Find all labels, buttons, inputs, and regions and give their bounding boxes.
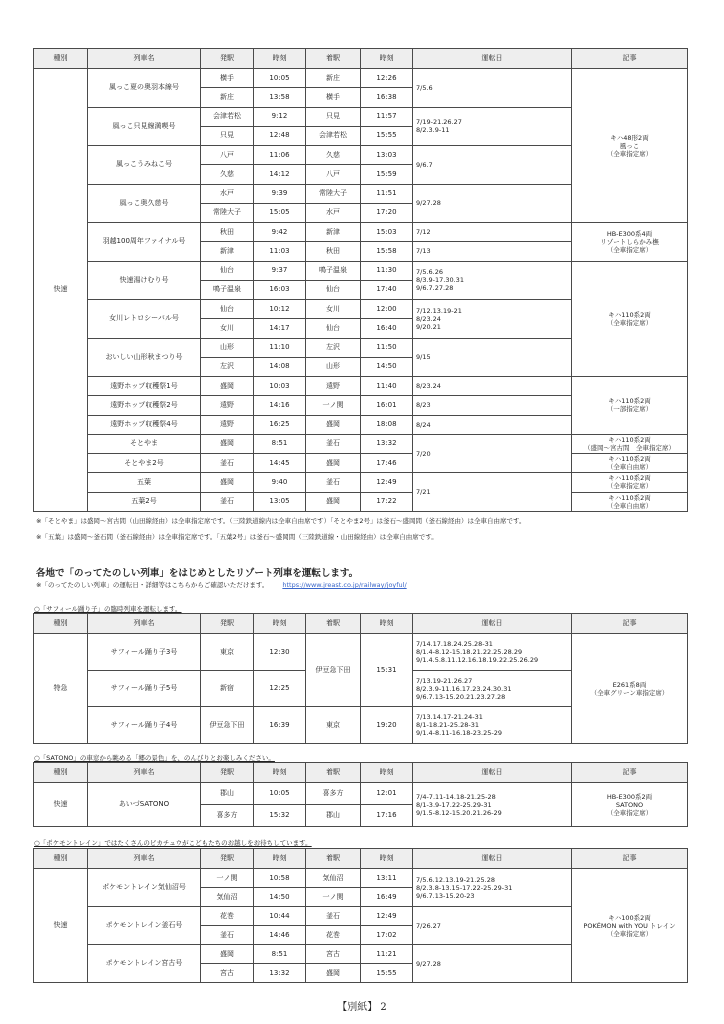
departure-station: 只見: [201, 126, 254, 145]
departure-time: 10:05: [254, 69, 306, 88]
arrival-station: 新庄: [306, 69, 361, 88]
operation-days: 9/15: [413, 338, 572, 377]
header-type: 種別: [34, 763, 88, 783]
train-name: 風っこうみねこ号: [88, 146, 201, 185]
departure-time: 10:44: [254, 907, 306, 926]
arrival-time: 17:02: [361, 926, 413, 945]
saphir-caption: ○「サフィール踊り子」の臨時列車を運転します。: [34, 605, 182, 613]
arrival-station: 盛岡: [306, 415, 361, 434]
departure-time: 14:16: [254, 396, 306, 415]
arrival-station: 仙台: [306, 319, 361, 338]
departure-time: 11:03: [254, 242, 306, 261]
arrival-time: 12:26: [361, 69, 413, 88]
train-name: 風っこ奥久慈号: [88, 184, 201, 223]
departure-station: 水戸: [201, 184, 254, 203]
arrival-time: 19:20: [361, 707, 413, 744]
arrival-time: 12:01: [361, 783, 413, 805]
arrival-time: 11:51: [361, 184, 413, 203]
arrival-time: 15:55: [361, 964, 413, 983]
header-operation-days: 運転日: [413, 849, 572, 869]
arrival-station: 女川: [306, 300, 361, 319]
departure-time: 16:03: [254, 280, 306, 299]
train-name: 快速湯けむり号: [88, 261, 201, 300]
header-arrival-time: 時刻: [361, 614, 413, 634]
train-type: 快速: [34, 69, 88, 512]
departure-time: 8:51: [254, 434, 306, 453]
header-departure-station: 発駅: [201, 49, 254, 69]
arrival-time: 11:21: [361, 945, 413, 964]
arrival-time: 17:20: [361, 203, 413, 222]
header-arrival-station: 着駅: [306, 49, 361, 69]
header-departure-time: 時刻: [254, 849, 306, 869]
arrival-station: 郡山: [306, 805, 361, 827]
table-header-row: [34, 849, 688, 869]
arrival-station: 只見: [306, 107, 361, 126]
departure-station: 盛岡: [201, 377, 254, 396]
arrival-time: 17:46: [361, 454, 413, 473]
departure-time: 9:37: [254, 261, 306, 280]
footnote: ※「そとやま」は盛岡～宮古間（山田線経由）は全車指定席です。（三陸鉄道線内は全車自由席です）「そとやま2号」は釜石～盛岡間（釜石線経由）は全車自由席です。: [36, 517, 526, 525]
train-name: 五葉: [88, 473, 201, 492]
table-row: [34, 454, 688, 473]
table-header-row: [34, 49, 688, 69]
departure-time: 15:05: [254, 203, 306, 222]
departure-station: 一ノ関: [201, 869, 254, 888]
resort-train-table-1: [33, 48, 688, 512]
arrival-time: 15:55: [361, 126, 413, 145]
departure-time: 12:30: [254, 634, 306, 671]
subtext-label: ※「のってたのしい列車」の運転日・詳細等はこちらからご確認いただけます。: [36, 581, 269, 589]
departure-station: 伊豆急下田: [201, 707, 254, 744]
operation-days: 7/5.6.26 8/3.9-17.30.31 9/6.7.27.28: [413, 261, 572, 300]
train-name: 遠野ホップ収穫祭4号: [88, 415, 201, 434]
header-arrival-time: 時刻: [361, 849, 413, 869]
header-departure-station: 発駅: [201, 614, 254, 634]
pokemon-caption: ○「ポケモントレイン」ではたくさんのピカチュウがこどもたちのお越しをお待ちしています。: [34, 839, 312, 847]
header-arrival-station: 着駅: [306, 849, 361, 869]
departure-station: 常陸大子: [201, 203, 254, 222]
saphir-odoriko-table: [33, 613, 688, 744]
departure-station: 秋田: [201, 223, 254, 242]
arrival-time: 16:38: [361, 88, 413, 107]
header-type: 種別: [34, 49, 88, 69]
departure-time: 10:03: [254, 377, 306, 396]
train-type: 快速: [34, 783, 88, 827]
operation-days: 7/19-21.26.27 8/2.3.9-11: [413, 107, 572, 146]
train-name: サフィール踊り子5号: [88, 671, 201, 707]
train-name: 遠野ホップ収穫祭2号: [88, 396, 201, 415]
train-notes: HB-E300系2両 SATONO （全車指定席）: [572, 783, 688, 827]
arrival-time: 18:08: [361, 415, 413, 434]
arrival-time: 15:59: [361, 165, 413, 184]
train-name: ポケモントレイン釜石号: [88, 907, 201, 945]
header-departure-time: 時刻: [254, 49, 306, 69]
train-notes: キハ110系2両 （全車指定席）: [572, 261, 688, 377]
section-subtext: [36, 580, 407, 589]
arrival-station: 盛岡: [306, 964, 361, 983]
departure-station: 釜石: [201, 492, 254, 511]
operation-days: 7/12: [413, 223, 572, 242]
arrival-station: 盛岡: [306, 454, 361, 473]
satono-caption: ○「SATONO」の車窓から眺める「郷の景色」を、のんびりとお楽しみください。: [34, 754, 275, 762]
train-name: サフィール踊り子3号: [88, 634, 201, 671]
departure-station: 新庄: [201, 88, 254, 107]
arrival-station: 釜石: [306, 907, 361, 926]
table-row: [34, 223, 688, 242]
header-notes: 記事: [572, 763, 688, 783]
arrival-station: 釜石: [306, 473, 361, 492]
table-row: [34, 377, 688, 396]
table-row: [34, 869, 688, 888]
arrival-station: 宮古: [306, 945, 361, 964]
table-header-row: [34, 763, 688, 783]
departure-time: 13:05: [254, 492, 306, 511]
header-departure-time: 時刻: [254, 763, 306, 783]
train-name: そとやま: [88, 434, 201, 453]
departure-station: 女川: [201, 319, 254, 338]
departure-station: 遠野: [201, 415, 254, 434]
pokemon-train-table: [33, 848, 688, 983]
departure-station: 郡山: [201, 783, 254, 805]
train-name: おいしい山形秋まつり号: [88, 338, 201, 377]
header-arrival-station: 着駅: [306, 614, 361, 634]
arrival-station: 盛岡: [306, 492, 361, 511]
train-type: 快速: [34, 869, 88, 983]
arrival-time: 12:49: [361, 473, 413, 492]
operation-days: 7/13: [413, 242, 572, 261]
header-operation-days: 運転日: [413, 614, 572, 634]
departure-station: 仙台: [201, 261, 254, 280]
operation-days: 9/27.28: [413, 945, 572, 983]
departure-time: 9:40: [254, 473, 306, 492]
table-row: [34, 783, 688, 805]
operation-days: 8/23.24: [413, 377, 572, 396]
operation-days: 7/5.6: [413, 69, 572, 108]
table-row: [34, 69, 688, 88]
departure-time: 10:05: [254, 783, 306, 805]
operation-days: 7/13.19-21.26.27 8/2.3.9-11.16.17.23.24.30.31 9/6.7.13-15.20.21.23.27.28: [413, 671, 572, 707]
arrival-time: 13:03: [361, 146, 413, 165]
train-name: 五葉2号: [88, 492, 201, 511]
header-arrival-time: 時刻: [361, 763, 413, 783]
arrival-time: 16:49: [361, 888, 413, 907]
header-notes: 記事: [572, 614, 688, 634]
departure-station: 花巻: [201, 907, 254, 926]
arrival-time: 11:57: [361, 107, 413, 126]
departure-station: 山形: [201, 338, 254, 357]
operation-days: 7/26.27: [413, 907, 572, 945]
departure-time: 12:25: [254, 671, 306, 707]
arrival-station: 八戸: [306, 165, 361, 184]
departure-station: 釜石: [201, 926, 254, 945]
departure-time: 9:42: [254, 223, 306, 242]
table-row: [34, 261, 688, 280]
departure-time: 10:12: [254, 300, 306, 319]
joyful-train-link[interactable]: https://www.jreast.co.jp/railway/joyful/: [282, 581, 407, 589]
train-notes: キハ48形2両 風っこ （全車指定席）: [572, 69, 688, 223]
arrival-time: 15:31: [361, 634, 413, 707]
arrival-station: 横手: [306, 88, 361, 107]
departure-time: 15:32: [254, 805, 306, 827]
departure-time: 14:45: [254, 454, 306, 473]
header-operation-days: 運転日: [413, 49, 572, 69]
operation-days: 8/23: [413, 396, 572, 415]
table-row: [34, 634, 688, 671]
arrival-time: 15:58: [361, 242, 413, 261]
arrival-station: 常陸大子: [306, 184, 361, 203]
departure-time: 9:39: [254, 184, 306, 203]
arrival-time: 13:11: [361, 869, 413, 888]
arrival-time: 11:50: [361, 338, 413, 357]
train-name: 風っこ只見線満喫号: [88, 107, 201, 146]
arrival-station: 鳴子温泉: [306, 261, 361, 280]
arrival-station: 遠野: [306, 377, 361, 396]
train-name: あいづSATONO: [88, 783, 201, 827]
table-row: [34, 492, 688, 511]
departure-time: 16:39: [254, 707, 306, 744]
section-heading: 各地で「のってたのしい列車」をはじめとしたリゾート列車を運転します。: [36, 568, 359, 579]
departure-time: 9:12: [254, 107, 306, 126]
departure-station: 左沢: [201, 357, 254, 376]
departure-time: 13:58: [254, 88, 306, 107]
departure-time: 10:58: [254, 869, 306, 888]
arrival-time: 11:40: [361, 377, 413, 396]
arrival-station: 伊豆急下田: [306, 634, 361, 707]
train-notes: キハ110系2両 （全車自由席）: [572, 492, 688, 511]
operation-days: 7/5.6.12.13.19-21.25.28 8/2.3.8-13.15-17.22-25.29-31 9/6.7.13-15.20-23: [413, 869, 572, 907]
arrival-time: 13:32: [361, 434, 413, 453]
arrival-station: 新津: [306, 223, 361, 242]
header-train-name: 列車名: [88, 614, 201, 634]
train-notes: キハ110系2両 （全車自由席）: [572, 454, 688, 473]
departure-station: 鳴子温泉: [201, 280, 254, 299]
train-notes: キハ110系2両 （盛岡～宮古間 全車指定席）: [572, 434, 688, 453]
arrival-station: 左沢: [306, 338, 361, 357]
departure-station: 新宿: [201, 671, 254, 707]
train-name: そとやま2号: [88, 454, 201, 473]
departure-time: 14:17: [254, 319, 306, 338]
departure-station: 東京: [201, 634, 254, 671]
train-name: 羽越100周年ファイナル号: [88, 223, 201, 262]
departure-time: 16:25: [254, 415, 306, 434]
arrival-station: 釜石: [306, 434, 361, 453]
arrival-time: 14:50: [361, 357, 413, 376]
departure-station: 盛岡: [201, 473, 254, 492]
operation-days: 8/24: [413, 415, 572, 434]
table-row: [34, 473, 688, 492]
header-departure-station: 発駅: [201, 763, 254, 783]
header-train-name: 列車名: [88, 763, 201, 783]
header-train-name: 列車名: [88, 849, 201, 869]
departure-station: 盛岡: [201, 434, 254, 453]
header-train-name: 列車名: [88, 49, 201, 69]
arrival-station: 一ノ関: [306, 888, 361, 907]
train-notes: キハ100系2両 POKÉMON with YOU トレイン （全車指定席）: [572, 869, 688, 983]
departure-time: 14:08: [254, 357, 306, 376]
table-header-row: [34, 614, 688, 634]
operation-days: 7/20: [413, 434, 572, 473]
departure-station: 会津若松: [201, 107, 254, 126]
departure-station: 釜石: [201, 454, 254, 473]
header-arrival-station: 着駅: [306, 763, 361, 783]
arrival-time: 16:01: [361, 396, 413, 415]
footnote: ※「五葉」は盛岡～釜石間（釜石線経由）は全車指定席です。「五葉2号」は釜石～盛岡間（三陸鉄道線・山田線経由）は全車自由席です。: [36, 533, 438, 541]
page-footer: 【別紙】 2: [337, 1002, 387, 1013]
departure-station: 盛岡: [201, 945, 254, 964]
train-notes: E261系8両 （全車グリーン車指定席）: [572, 634, 688, 744]
arrival-station: 水戸: [306, 203, 361, 222]
arrival-station: 花巻: [306, 926, 361, 945]
train-notes: キハ110系2両 （全車指定席）: [572, 473, 688, 492]
train-name: 女川レトロシーバル号: [88, 300, 201, 339]
arrival-station: 気仙沼: [306, 869, 361, 888]
departure-station: 新津: [201, 242, 254, 261]
header-departure-time: 時刻: [254, 614, 306, 634]
departure-time: 11:10: [254, 338, 306, 357]
departure-station: 宮古: [201, 964, 254, 983]
arrival-time: 17:22: [361, 492, 413, 511]
train-notes: HB-E300系4両 リゾートしらかみ橅 （全車指定席）: [572, 223, 688, 262]
departure-time: 13:32: [254, 964, 306, 983]
header-type: 種別: [34, 614, 88, 634]
departure-station: 久慈: [201, 165, 254, 184]
aizu-satono-table: [33, 762, 688, 827]
arrival-time: 16:40: [361, 319, 413, 338]
departure-time: 8:51: [254, 945, 306, 964]
header-departure-station: 発駅: [201, 849, 254, 869]
arrival-time: 17:40: [361, 280, 413, 299]
header-type: 種別: [34, 849, 88, 869]
arrival-station: 会津若松: [306, 126, 361, 145]
arrival-station: 喜多方: [306, 783, 361, 805]
departure-station: 喜多方: [201, 805, 254, 827]
arrival-station: 山形: [306, 357, 361, 376]
train-name: ポケモントレイン宮古号: [88, 945, 201, 983]
arrival-time: 17:16: [361, 805, 413, 827]
arrival-time: 12:49: [361, 907, 413, 926]
departure-time: 14:12: [254, 165, 306, 184]
header-notes: 記事: [572, 849, 688, 869]
header-notes: 記事: [572, 49, 688, 69]
operation-days: 7/21: [413, 473, 572, 512]
departure-station: 遠野: [201, 396, 254, 415]
operation-days: 9/6.7: [413, 146, 572, 185]
train-name: 遠野ホップ収穫祭1号: [88, 377, 201, 396]
operation-days: 9/27.28: [413, 184, 572, 223]
arrival-station: 仙台: [306, 280, 361, 299]
arrival-station: 秋田: [306, 242, 361, 261]
arrival-time: 15:03: [361, 223, 413, 242]
table-row: [34, 434, 688, 453]
operation-days: 7/4-7.11-14.18-21.25-28 8/1-3.9-17.22-25.29-31 9/1.5-8.12-15.20.21.26-29: [413, 783, 572, 827]
train-name: 風っこ夏の奥羽本線号: [88, 69, 201, 108]
train-notes: キハ110系2両 （一部指定席）: [572, 377, 688, 435]
train-name: ポケモントレイン気仙沼号: [88, 869, 201, 907]
arrival-station: 一ノ関: [306, 396, 361, 415]
departure-station: 横手: [201, 69, 254, 88]
departure-station: 八戸: [201, 146, 254, 165]
train-type: 特急: [34, 634, 88, 744]
train-name: サフィール踊り子4号: [88, 707, 201, 744]
arrival-station: 久慈: [306, 146, 361, 165]
departure-time: 12:48: [254, 126, 306, 145]
operation-days: 7/12.13.19-21 8/23.24 9/20.21: [413, 300, 572, 339]
departure-time: 14:46: [254, 926, 306, 945]
departure-station: 気仙沼: [201, 888, 254, 907]
header-arrival-time: 時刻: [361, 49, 413, 69]
header-operation-days: 運転日: [413, 763, 572, 783]
departure-station: 仙台: [201, 300, 254, 319]
operation-days: 7/13.14.17-21.24-31 8/1-18.21-25.28-31 9/1.4-8.11-16.18-23.25-29: [413, 707, 572, 744]
departure-time: 14:50: [254, 888, 306, 907]
arrival-time: 11:30: [361, 261, 413, 280]
departure-time: 11:06: [254, 146, 306, 165]
operation-days: 7/14.17.18.24.25.28-31 8/1.4-8.12-15.18.21.22.25.28.29 9/1.4.5.8.11.12.16.18.19.22.25.26.29: [413, 634, 572, 671]
arrival-station: 東京: [306, 707, 361, 744]
arrival-time: 12:00: [361, 300, 413, 319]
